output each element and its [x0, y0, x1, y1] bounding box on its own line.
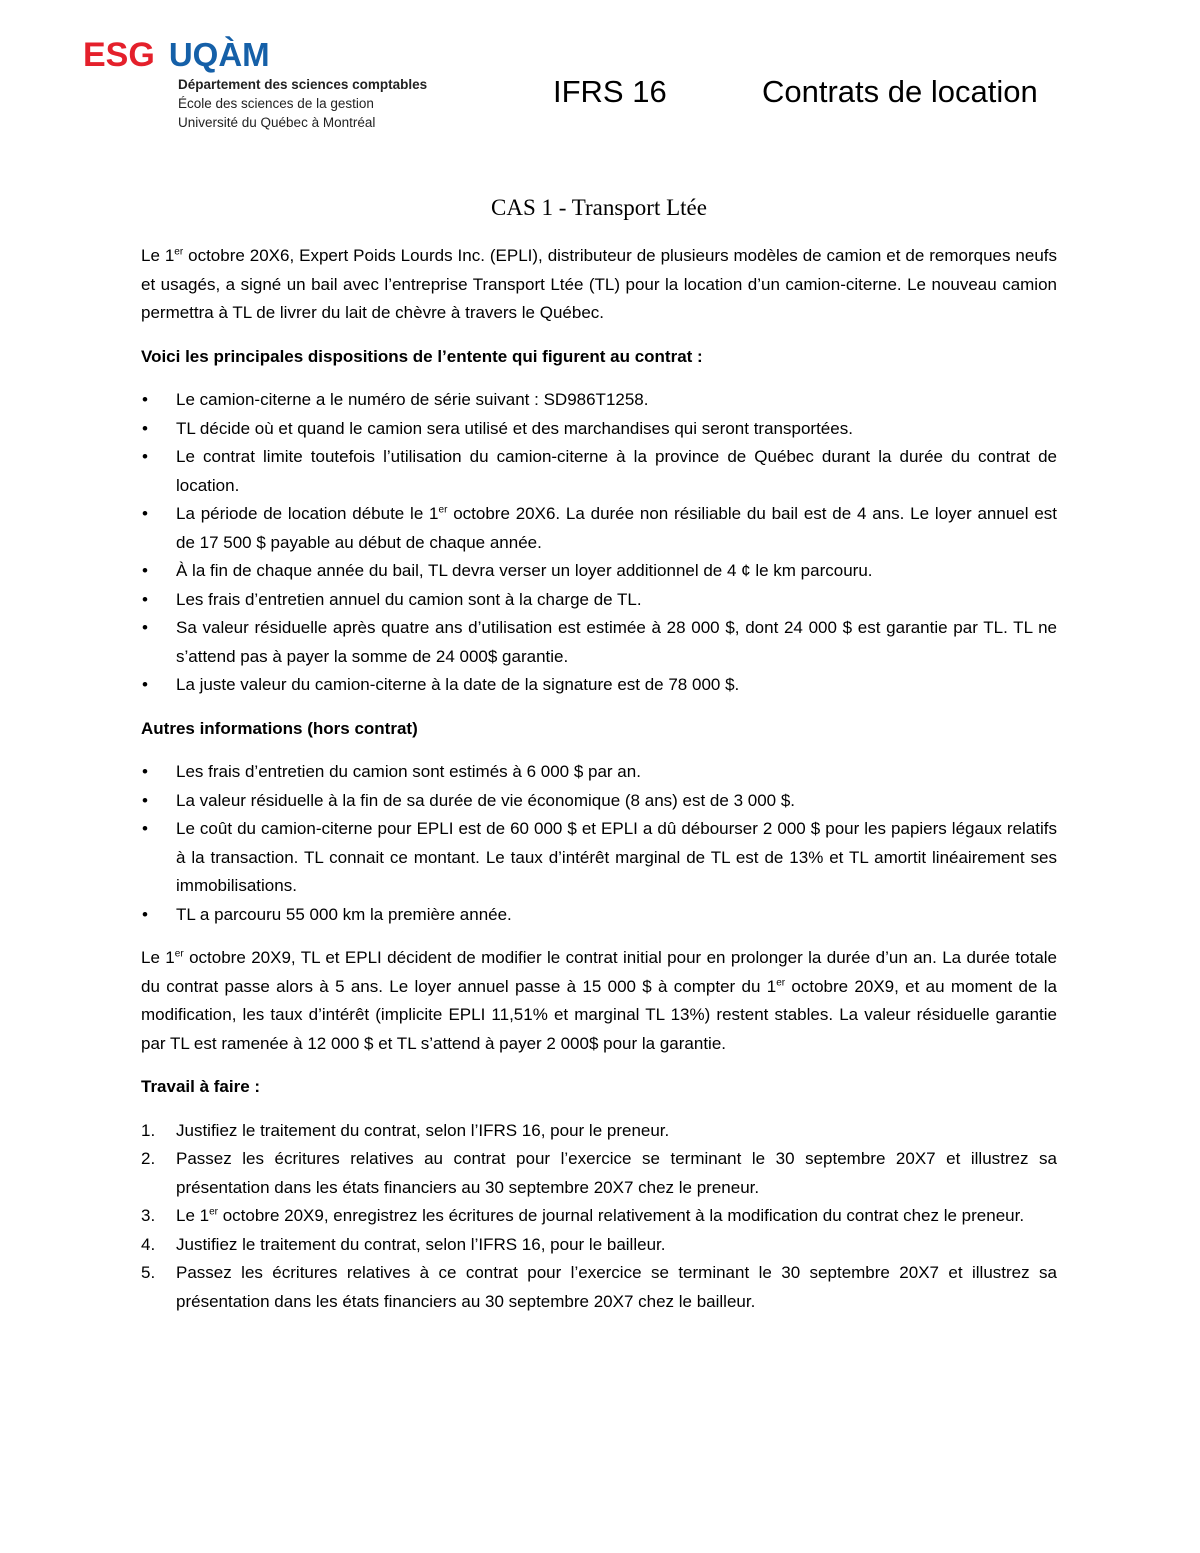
- intro-paragraph: Le 1er octobre 20X6, Expert Poids Lourds Inc. (EPLI), distributeur de plusieurs modèles de camion et de remorques neufs et usagés, a signé un bail avec l’entreprise Transport Ltée (TL) pour la location d’un camion-citerne. Le nouveau camion permettra à TL de livrer du lait de chèvre à travers le Québec.: [141, 246, 1057, 322]
- bullet-icon: •: [142, 589, 148, 609]
- contract-provisions-list: [141, 386, 1057, 700]
- item-number: 3.: [141, 1206, 156, 1225]
- case-title: CAS 1 - Transport Ltée: [491, 195, 707, 220]
- list-item: • La période de location débute le 1er octobre 20X6. La durée non résiliable du bail est de 4 ans. Le loyer annuel est de 17 500 $ payable au début de chaque année.: [141, 500, 1057, 557]
- list-item: 2. Passez les écritures relatives au contrat pour l’exercice se terminant le 30 septembre 20X7 et illustrez sa présentation dans les états financiers au 30 septembre 20X7 chez le preneur.: [141, 1145, 1057, 1202]
- list-item: 4. Justifiez le traitement du contrat, selon l’IFRS 16, pour le bailleur.: [141, 1231, 1057, 1260]
- page-header: [0, 0, 1200, 160]
- department-block: [178, 75, 427, 132]
- list-item: 1. Justifiez le traitement du contrat, selon l’IFRS 16, pour le preneur.: [141, 1117, 1057, 1146]
- work-list: [141, 1117, 1057, 1317]
- list-item: 3. Le 1er octobre 20X9, enregistrez les écritures de journal relativement à la modification du contrat chez le preneur.: [141, 1202, 1057, 1231]
- list-item: • La juste valeur du camion-citerne à la date de la signature est de 78 000 $.: [141, 671, 1057, 700]
- list-item: • TL a parcouru 55 000 km la première année.: [141, 901, 1057, 930]
- logo-uqam-text: UQÀM: [168, 36, 270, 73]
- modification-paragraph: Le 1er octobre 20X9, TL et EPLI décident de modifier le contrat initial pour en prolonger la durée d’un an. La durée totale du contrat passe alors à 5 ans. Le loyer annuel passe à 15 000 $ à compter du 1er octobre 20X9, et au moment de la modification, les taux d’intérêt (implicite EPLI 11,51% et marginal TL 13%) restent stables. La valeur résiduelle garantie par TL est ramenée à 12 000 $ et TL s’attend à payer 2 000$ pour la garantie.: [141, 948, 1058, 1053]
- bullet-icon: •: [142, 790, 148, 810]
- bullet-icon: •: [142, 904, 148, 924]
- department-name: Département des sciences comptables: [178, 77, 428, 92]
- school-name: École des sciences de la gestion: [178, 96, 374, 111]
- bullet-icon: •: [142, 561, 148, 580]
- bullet-icon: •: [142, 618, 148, 637]
- list-item: • Les frais d’entretien du camion sont estimés à 6 000 $ par an.: [141, 758, 1057, 787]
- list-item: • Sa valeur résiduelle après quatre ans d’utilisation est estimée à 28 000 $, dont 24 000 $ est garantie par TL. TL ne s’attend pas à payer la somme de 24 000$ garantie.: [141, 614, 1057, 671]
- university-name: Université du Québec à Montréal: [178, 115, 376, 130]
- list-item: • La valeur résiduelle à la fin de sa durée de vie économique (8 ans) est de 3 000 $.: [141, 787, 1057, 816]
- work-heading: Travail à faire :: [141, 1077, 261, 1096]
- list-item: • Le coût du camion-citerne pour EPLI est de 60 000 $ et EPLI a dû débourser 2 000 $ pour les papiers légaux relatifs à la transaction. TL connait ce montant. Le taux d’intérêt marginal de TL est de 13% et TL amortit linéairement ses immobilisations.: [141, 815, 1057, 901]
- other-info-heading: Autres informations (hors contrat): [141, 718, 418, 738]
- topic-title: Contrats de location: [762, 74, 1038, 109]
- bullet-icon: •: [142, 504, 148, 523]
- item-number: 4.: [141, 1234, 156, 1254]
- list-item: 5. Passez les écritures relatives à ce contrat pour l’exercice se terminant le 30 septembre 20X7 et illustrez sa présentation dans les états financiers au 30 septembre 20X7 chez le bailleur.: [141, 1259, 1057, 1316]
- document-body: [141, 192, 1057, 1331]
- contract-provisions-heading: Voici les principales dispositions de l’entente qui figurent au contrat :: [141, 346, 703, 366]
- list-item: • Le camion-citerne a le numéro de série suivant : SD986T1258.: [141, 386, 1057, 415]
- item-number: 2.: [141, 1149, 156, 1168]
- list-item: • Les frais d’entretien annuel du camion sont à la charge de TL.: [141, 586, 1057, 615]
- bullet-icon: •: [142, 675, 148, 694]
- bullet-icon: •: [142, 418, 148, 438]
- logo-esg-text: ESG: [83, 36, 155, 74]
- esg-uqam-logo: [83, 36, 270, 75]
- bullet-icon: •: [142, 819, 148, 838]
- item-number: 5.: [141, 1263, 156, 1282]
- bullet-icon: •: [142, 762, 148, 781]
- bullet-icon: •: [142, 447, 148, 466]
- list-item: • Le contrat limite toutefois l’utilisation du camion-citerne à la province de Québec durant la durée du contrat de location.: [141, 443, 1057, 500]
- course-title: IFRS 16: [553, 74, 667, 109]
- bullet-icon: •: [142, 390, 148, 409]
- other-info-list: [141, 758, 1057, 929]
- list-item: • À la fin de chaque année du bail, TL devra verser un loyer additionnel de 4 ¢ le km parcouru.: [141, 557, 1057, 586]
- list-item: • TL décide où et quand le camion sera utilisé et des marchandises qui seront transportées.: [141, 415, 1057, 444]
- item-number: 1.: [141, 1120, 156, 1140]
